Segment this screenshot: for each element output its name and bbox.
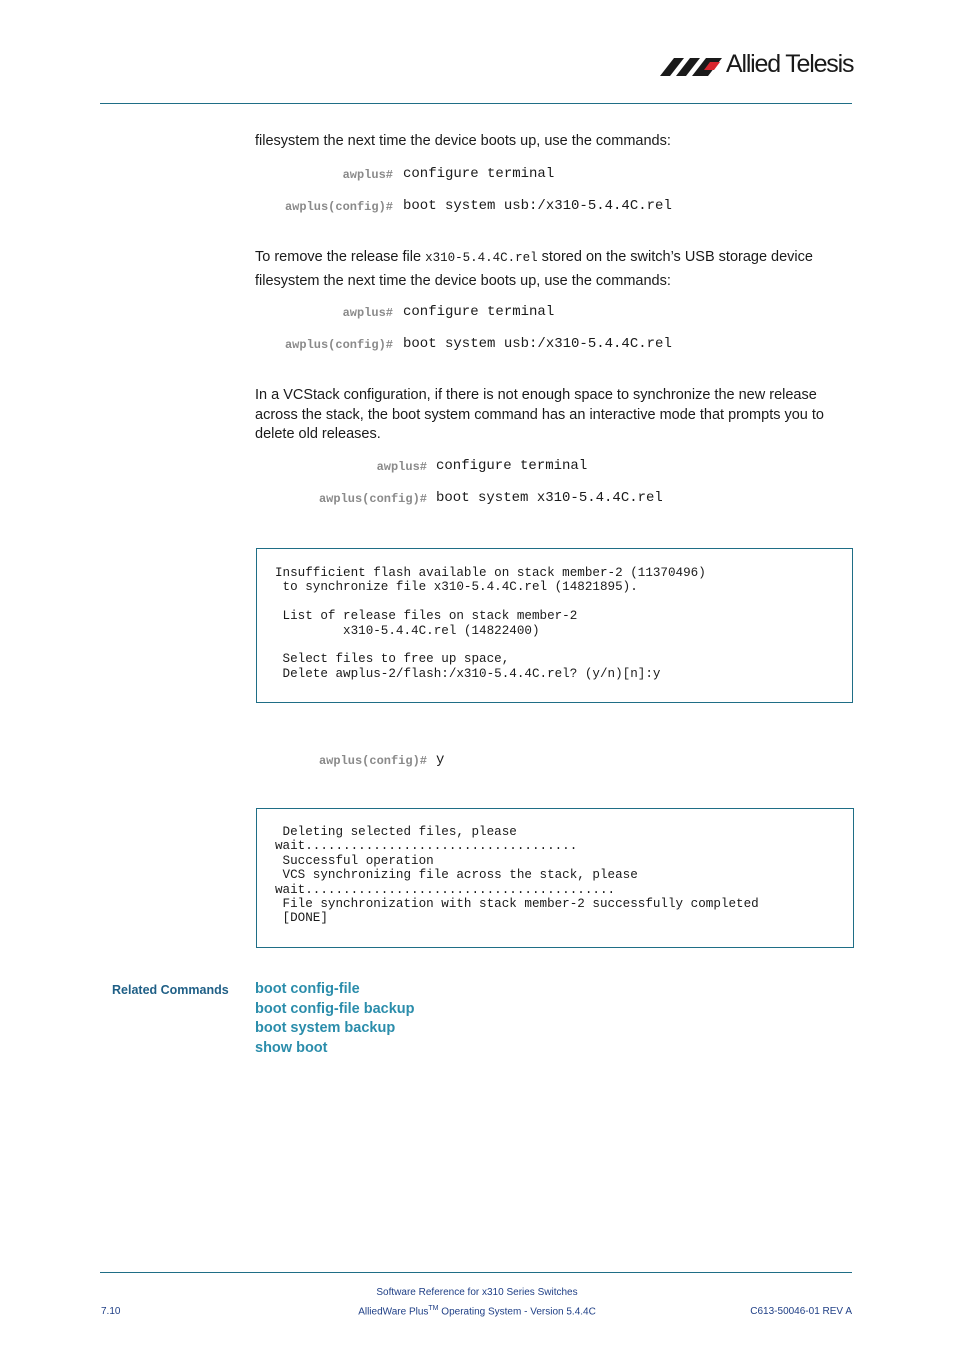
paragraph-text: To remove the release file	[255, 249, 426, 265]
related-link[interactable]: boot config-file	[255, 981, 360, 997]
brand-logo	[660, 50, 856, 80]
inline-code: x310-5.4.4C.rel	[425, 251, 538, 265]
brand-name: Allied Telesis	[726, 50, 854, 78]
command-line	[255, 166, 855, 186]
related-commands-list	[255, 980, 415, 1058]
command-line	[255, 198, 855, 218]
output-box	[256, 808, 854, 948]
cli-command: boot system usb:/x310-5.4.4C.rel	[403, 198, 672, 214]
cli-command: configure terminal	[436, 458, 588, 474]
page-number: 7.10	[101, 1306, 121, 1317]
command-line	[255, 490, 855, 510]
paragraph-line: filesystem the next time the device boots up, use the commands:	[255, 272, 671, 289]
header-rule	[100, 103, 852, 104]
cli-prompt: awplus#	[342, 168, 393, 182]
footer-title: Software Reference for x310 Series Switches	[376, 1287, 578, 1298]
allied-telesis-logo-icon	[660, 52, 726, 78]
footer-product-rest: Operating System - Version 5.4.4C	[438, 1306, 596, 1318]
related-link[interactable]: show boot	[255, 1039, 328, 1056]
cli-output: Insufficient flash available on stack member-2 (11370496) to synchronize file x310-5.4.4C.rel (14821895). List of release files on stack member-2 x310-5.4.4C.rel (14822400) Select files to free up space, Delete awplus-2/flash:/x310-5.4.4C.rel? (y/n)[n]:y	[275, 566, 706, 681]
cli-command: y	[436, 752, 445, 768]
paragraph-line: delete old releases.	[255, 426, 381, 442]
command-line	[255, 458, 855, 478]
cli-command: configure terminal	[403, 304, 555, 320]
cli-command: configure terminal	[403, 166, 555, 182]
related-commands-label: Related Commands	[112, 983, 229, 997]
related-link[interactable]: boot system backup	[255, 1020, 396, 1036]
footer-product-name: AlliedWare Plus	[358, 1306, 429, 1318]
cli-prompt: awplus#	[376, 460, 427, 474]
command-line	[255, 336, 855, 356]
cli-prompt: awplus(config)#	[318, 754, 427, 768]
paragraph-line: across the stack, the boot system command has an interactive mode that prompts you to	[255, 406, 824, 423]
output-box	[256, 548, 853, 703]
paragraph-text: stored on the switch’s USB storage device	[537, 249, 813, 265]
trademark: TM	[428, 1305, 439, 1312]
cli-prompt: awplus(config)#	[318, 492, 427, 506]
paragraph-line: In a VCStack configuration, if there is not enough space to synchronize the new release	[255, 387, 817, 403]
cli-command: boot system usb:/x310-5.4.4C.rel	[403, 336, 672, 352]
cli-prompt: awplus#	[342, 306, 393, 320]
intro-text: filesystem the next time the device boots up, use the commands:	[255, 133, 671, 149]
cli-prompt: awplus(config)#	[284, 200, 393, 214]
paragraph-line	[255, 248, 855, 269]
paragraph	[255, 386, 855, 445]
document-id: C613-50046-01 REV A	[750, 1306, 852, 1317]
paragraph	[255, 248, 855, 291]
cli-prompt: awplus(config)#	[284, 338, 393, 352]
related-link[interactable]: boot config-file backup	[255, 1000, 415, 1017]
command-line	[255, 304, 855, 324]
cli-command: boot system x310-5.4.4C.rel	[436, 490, 663, 506]
cli-output: Deleting selected files, please wait.................................... Successful operation VCS synchronizing file across the stack, please wait......................................... File synchronization with stack member-2 successfully completed [DONE]	[275, 825, 759, 926]
command-line	[255, 752, 855, 772]
footer-rule	[100, 1272, 852, 1273]
